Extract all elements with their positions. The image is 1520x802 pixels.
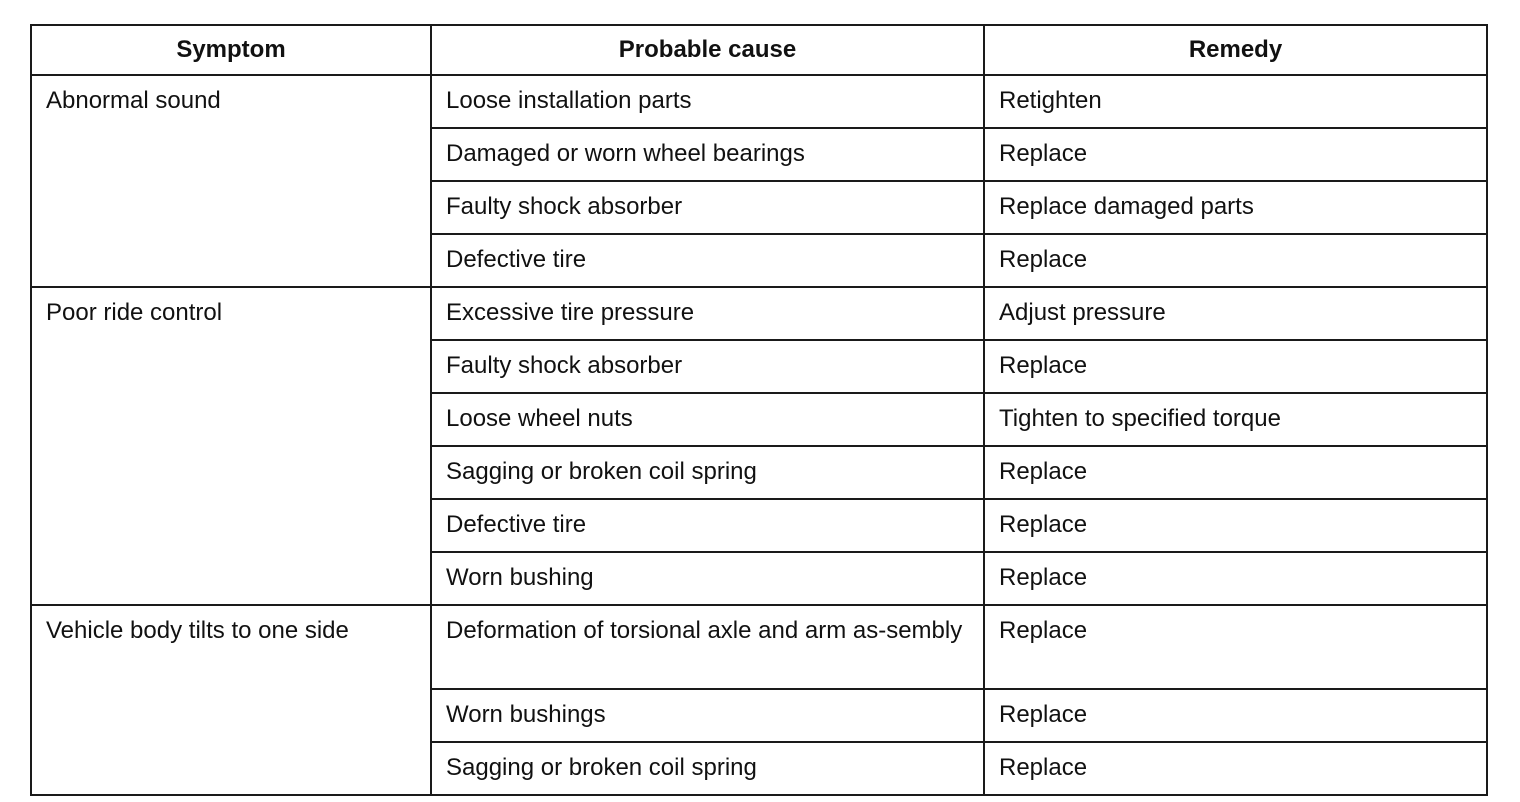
cause-cell: Worn bushing <box>431 552 984 605</box>
table-row <box>31 605 1487 689</box>
remedy-cell: Replace <box>984 605 1487 689</box>
remedy-cell: Tighten to specified torque <box>984 393 1487 446</box>
remedy-cell: Replace <box>984 340 1487 393</box>
remedy-cell: Replace <box>984 128 1487 181</box>
cause-cell: Excessive tire pressure <box>431 287 984 340</box>
remedy-cell: Adjust pressure <box>984 287 1487 340</box>
header-probable-cause: Probable cause <box>431 25 984 75</box>
symptom-cell-abnormal-sound: Abnormal sound <box>31 75 431 287</box>
remedy-cell: Replace <box>984 234 1487 287</box>
cause-cell: Defective tire <box>431 234 984 287</box>
remedy-cell: Replace <box>984 552 1487 605</box>
symptom-cell-vehicle-body-tilts: Vehicle body tilts to one side <box>31 605 431 795</box>
cause-cell: Loose installation parts <box>431 75 984 128</box>
troubleshooting-table <box>30 24 1488 796</box>
remedy-cell: Replace <box>984 689 1487 742</box>
cause-cell: Sagging or broken coil spring <box>431 446 984 499</box>
cause-cell: Defective tire <box>431 499 984 552</box>
cause-cell: Loose wheel nuts <box>431 393 984 446</box>
troubleshooting-table-container <box>30 24 1486 796</box>
cause-cell: Faulty shock absorber <box>431 340 984 393</box>
cause-cell: Sagging or broken coil spring <box>431 742 984 795</box>
remedy-cell: Replace <box>984 742 1487 795</box>
remedy-cell: Replace <box>984 446 1487 499</box>
cause-cell: Faulty shock absorber <box>431 181 984 234</box>
header-symptom: Symptom <box>31 25 431 75</box>
remedy-cell: Retighten <box>984 75 1487 128</box>
table-row <box>31 75 1487 128</box>
cause-cell: Worn bushings <box>431 689 984 742</box>
table-row <box>31 287 1487 340</box>
cause-cell: Damaged or worn wheel bearings <box>431 128 984 181</box>
remedy-cell: Replace damaged parts <box>984 181 1487 234</box>
table-header-row <box>31 25 1487 75</box>
symptom-cell-poor-ride-control: Poor ride control <box>31 287 431 605</box>
header-remedy: Remedy <box>984 25 1487 75</box>
remedy-cell: Replace <box>984 499 1487 552</box>
cause-cell: Deformation of torsional axle and arm as-sembly <box>431 605 984 689</box>
